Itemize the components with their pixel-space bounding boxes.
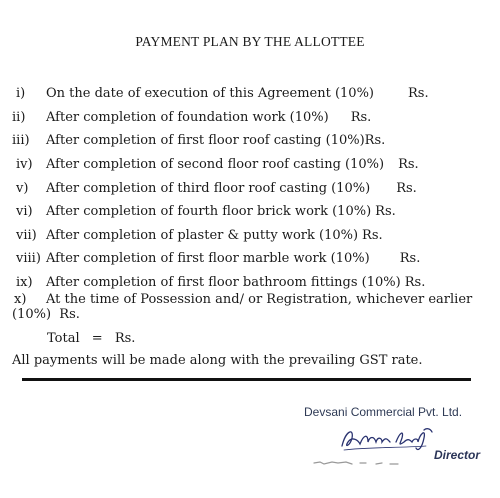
- item-number: iii): [12, 133, 30, 149]
- item-number: ii): [12, 109, 26, 125]
- item-text: After completion of second floor roof casting (10%): [46, 157, 385, 173]
- handwritten-signature: [338, 420, 438, 454]
- item-text: On the date of execution of this Agreement (10%): [46, 86, 374, 102]
- item-number: v): [16, 180, 29, 196]
- item-text: After completion of plaster & putty work (10%): [46, 227, 359, 243]
- item-text-continued: (10%) Rs.: [12, 307, 80, 322]
- item-amount-label: Rs.: [375, 204, 396, 220]
- director-label: Director: [434, 448, 481, 462]
- document-title: PAYMENT PLAN BY THE ALLOTTEE: [135, 34, 365, 49]
- item-text: After completion of third floor roof casting (10%): [46, 180, 371, 196]
- plan-item: [12, 176, 490, 200]
- item-text: After completion of foundation work (10%): [46, 109, 329, 125]
- payment-plan-list: [12, 82, 490, 294]
- plan-item: [12, 129, 490, 153]
- stamp-smudge: [312, 457, 402, 467]
- item-amount-label: Rs.: [398, 157, 419, 173]
- plan-item: [12, 247, 490, 271]
- item-amount-label: Rs.: [362, 227, 383, 243]
- gst-note: All payments will be made along with the prevailing GST rate.: [12, 353, 423, 368]
- item-amount-label: Rs.: [404, 275, 426, 291]
- item-text: After completion of first floor roof casting (10%): [46, 133, 365, 149]
- plan-item: [12, 224, 490, 248]
- item-number: iv): [16, 157, 33, 173]
- plan-item: [12, 106, 490, 130]
- item-number: viii): [16, 251, 41, 267]
- item-number: ix): [16, 275, 33, 291]
- item-number: x): [14, 292, 27, 307]
- item-number: vii): [16, 227, 37, 243]
- item-text: At the time of Possession and/ or Registration, whichever earlier: [46, 292, 473, 307]
- item-number: vi): [16, 204, 33, 220]
- plan-item: [12, 153, 490, 177]
- item-text: After completion of fourth floor brick work (10%): [46, 204, 372, 220]
- item-amount-label: Rs.: [350, 109, 372, 125]
- item-amount-label: Rs.: [399, 251, 421, 267]
- item-amount-label: Rs.: [408, 86, 429, 102]
- plan-item: [12, 271, 490, 295]
- item-amount-label: Rs.: [364, 133, 386, 149]
- total-equals: =: [91, 331, 103, 346]
- total-label: Total: [47, 331, 80, 346]
- plan-item: [12, 82, 490, 106]
- plan-item-possession: [12, 292, 490, 322]
- item-text: After completion of first floor marble work (10%): [46, 251, 370, 267]
- total-row: [47, 331, 143, 346]
- item-number: i): [16, 86, 26, 102]
- item-text: After completion of first floor bathroom fittings (10%): [46, 275, 401, 291]
- item-amount-label: Rs.: [396, 180, 417, 196]
- divider-rule: [22, 378, 471, 381]
- plan-item: [12, 200, 490, 224]
- company-stamp-name: Devsani Commercial Pvt. Ltd.: [304, 405, 463, 419]
- total-amount-label: Rs.: [114, 331, 136, 346]
